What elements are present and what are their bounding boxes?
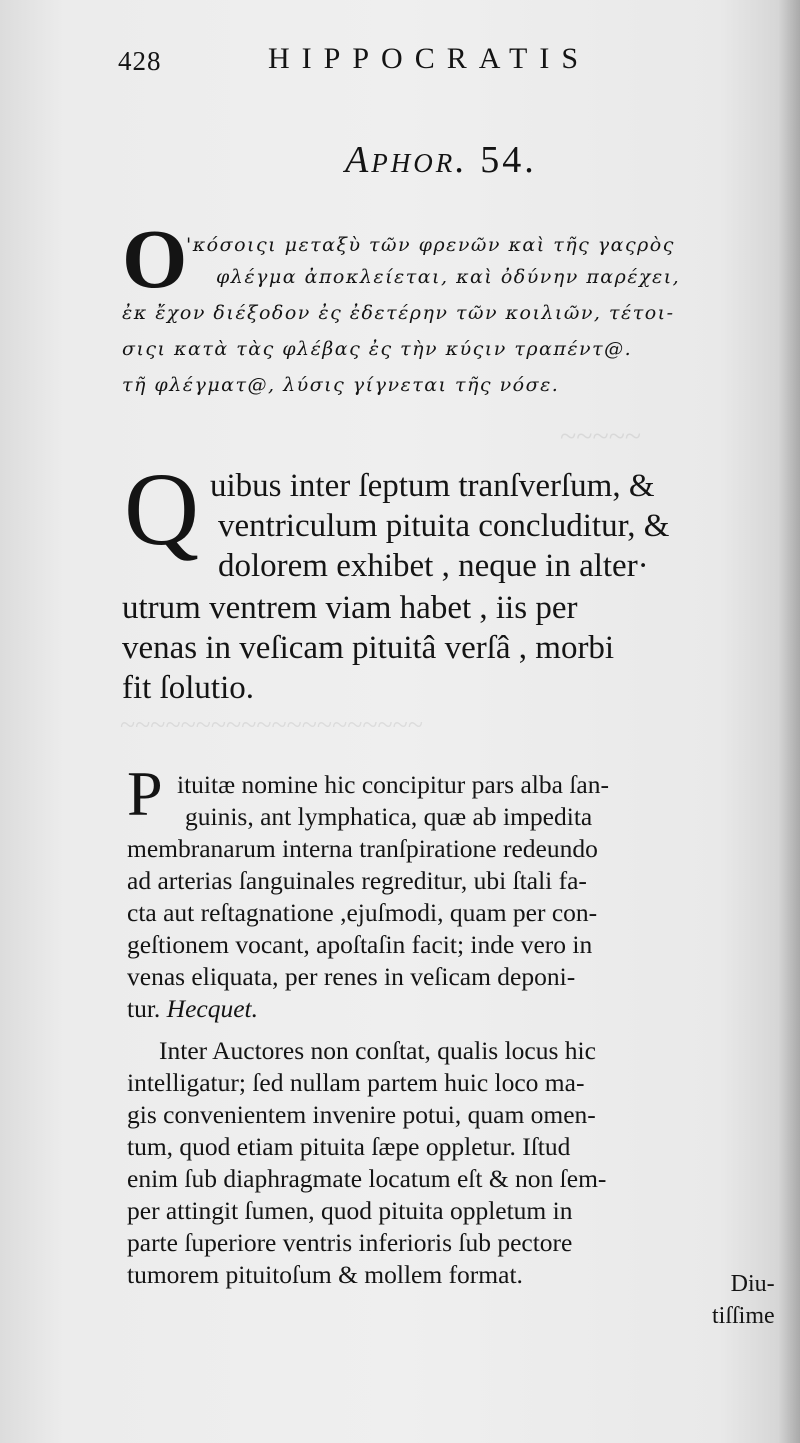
greek-line: σιςι κατὰ τὰς φλέβας ἐς τὴν κύςιν τραπέντ@.	[122, 338, 633, 360]
commentary-line: geſtionem vocant, apoſtaſin facit; inde vero in	[127, 930, 593, 959]
latin-line: fit ſolutio.	[122, 670, 254, 706]
commentary-line: per attingit ſumen, quod pituita oppletum in	[127, 1196, 573, 1225]
latin-drop-cap: Q	[124, 452, 200, 567]
greek-line: 'κόσοιςι μεταξὺ τῶν φρενῶν καὶ τῆς γαςρὸς	[186, 234, 675, 256]
aphorism-number: 54.	[480, 139, 537, 181]
latin-line: dolorem exhibet , neque in alter·	[218, 548, 649, 584]
commentary-line: enim ſub diaphragmate locatum eſt & non ſem-	[127, 1164, 607, 1193]
commentary-line: guinis, ant lymphatica, quæ ab impedita	[185, 802, 593, 831]
commentary-author: Hecquet.	[166, 994, 259, 1023]
catchword-inline: Diu-	[730, 1271, 775, 1297]
bleed-through-texture: ~~~~~	[560, 420, 642, 453]
greek-drop-cap: O	[122, 213, 188, 306]
commentary-line	[127, 994, 258, 1024]
page-header	[118, 42, 638, 82]
commentary-drop-cap: P	[127, 758, 163, 829]
commentary-line: Inter Auctores non conſtat, qualis locus hic	[159, 1036, 596, 1065]
latin-line: ventriculum pituita concluditur, &	[218, 508, 670, 544]
commentary-line: tumorem pituitoſum & mollem format.	[127, 1260, 523, 1289]
commentary-line: venas eliquata, per renes in veſicam deponi-	[127, 962, 576, 991]
commentary-line: intelligatur; ſed nullam partem huic loco ma-	[127, 1068, 585, 1097]
commentary-line: ituitæ nomine hic concipitur pars alba ſan-	[177, 770, 609, 799]
commentary-line: gis convenientem invenire potui, quam omen-	[127, 1100, 596, 1129]
catchword: tiſſime	[712, 1303, 775, 1329]
commentary-line: ad arterias ſanguinales regreditur, ubi ſtali fa-	[127, 866, 587, 895]
page-edge-shadow	[778, 0, 800, 1443]
commentary-line: cta aut reſtagnatione ,ejuſmodi, quam per con-	[127, 898, 598, 927]
greek-line: τῆ φλέγματ@, λύσις γίγνεται τῆς νόσε.	[122, 374, 560, 396]
commentary-line: membranarum interna tranſpiratione redeundo	[127, 834, 598, 863]
aphorism-label: Aphor.	[345, 139, 468, 181]
commentary-line: parte ſuperiore ventris inferioris ſub pectore	[127, 1228, 573, 1257]
catchword-block	[712, 1271, 775, 1332]
greek-line: ἐκ ἔχον διέξοδον ἐς ἐδετέρην τῶν κοιλιῶν, τέτοι-	[122, 302, 675, 324]
latin-line: venas in veſicam pituitâ verſâ , morbi	[122, 630, 615, 666]
commentary-line: tum, quod etiam pituita ſæpe oppletur. Iſtud	[127, 1132, 571, 1161]
running-title: HIPPOCRATIS	[268, 42, 591, 75]
page-number: 428	[118, 46, 162, 76]
bleed-through-texture: ~~~~~~~~~~~~~~~~~~~~	[120, 710, 423, 741]
latin-line: uibus inter ſeptum tranſverſum, &	[210, 468, 655, 504]
latin-line: utrum ventrem viam habet , iis per	[122, 590, 578, 626]
greek-line: φλέγμα ἀποκλείεται, καὶ ὀδύνην παρέχει,	[216, 266, 681, 288]
commentary-line-end: tur.	[127, 994, 161, 1023]
aphorism-heading	[345, 138, 537, 182]
